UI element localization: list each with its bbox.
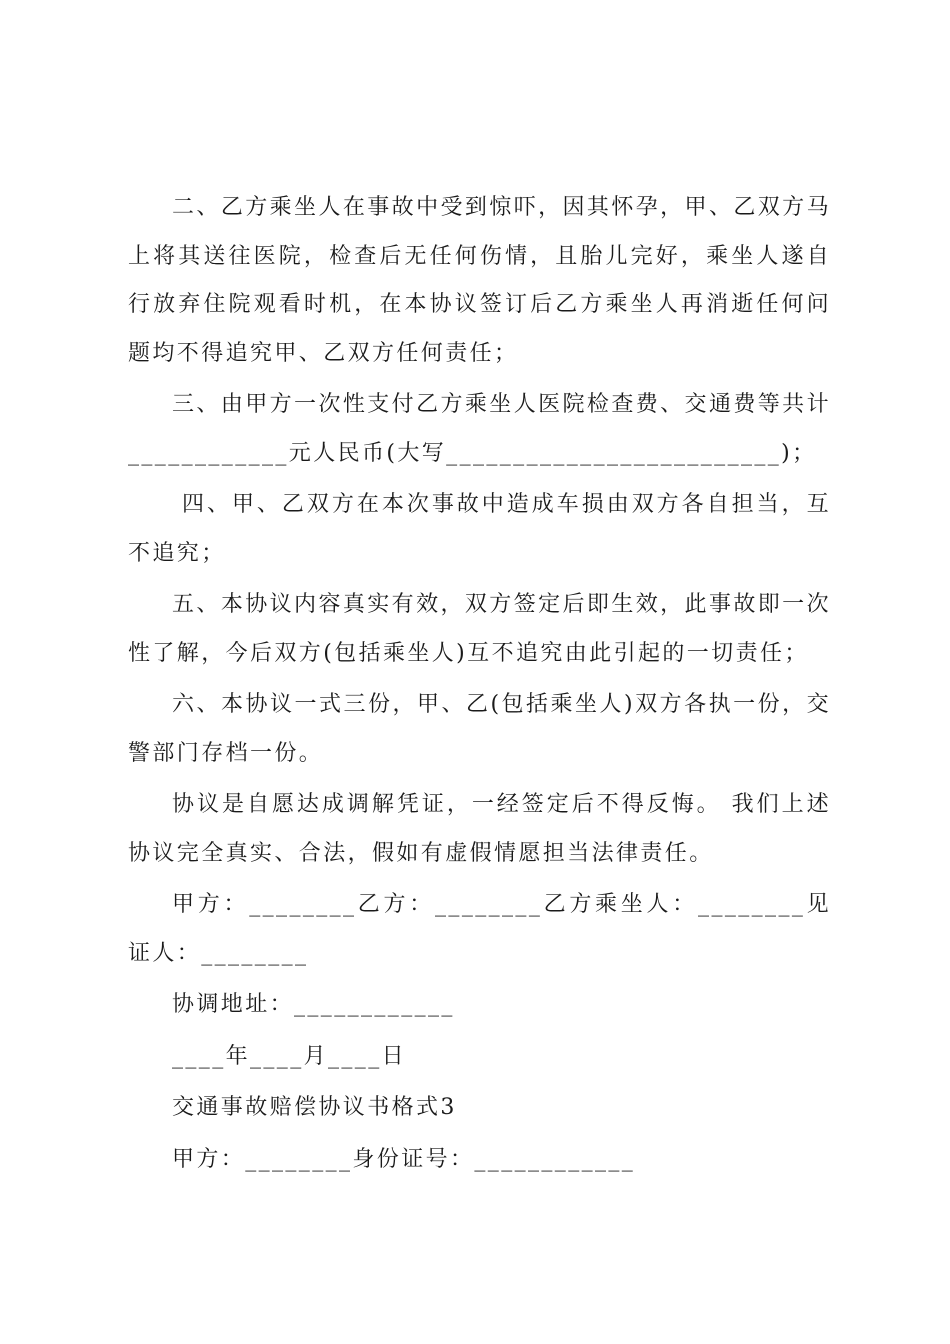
document-page [128, 184, 831, 1187]
voluntary-statement: 协议是自愿达成调解凭证，一经签定后不得反悔。 我们上述协议完全真实、合法，假如有虚假情愿担当法律责任。 [128, 792, 831, 866]
signature-line: 甲方：________乙方：________乙方乘坐人：________见证人：________ [128, 892, 831, 966]
clause-4: 四、甲、乙双方在本次事故中造成车损由双方各自担当，互不追究； [128, 492, 831, 566]
party-a-id-line: 甲方：________身份证号：____________ [172, 1146, 636, 1172]
section-heading: 交通事故赔偿协议书格式3 [172, 1095, 457, 1120]
date-line: ____年____月____日 [172, 1043, 407, 1069]
clause-2: 二、乙方乘坐人在事故中受到惊吓，因其怀孕，甲、乙双方马上将其送往医院，检查后无任何伤情，且胎儿完好，乘坐人遂自行放弃住院观看时机，在本协议签订后乙方乘坐人再消逝任何问题均不得追究甲、乙双方任何责任； [128, 195, 831, 366]
address-line: 协调地址：____________ [172, 992, 455, 1017]
clause-3: 三、由甲方一次性支付乙方乘坐人医院检查费、交通费等共计____________元人民币(大写_________________________)； [128, 392, 831, 466]
clause-6: 六、本协议一式三份，甲、乙(包括乘坐人)双方各执一份，交警部门存档一份。 [128, 692, 831, 766]
clause-5: 五、本协议内容真实有效，双方签定后即生效，此事故即一次性了解，今后双方(包括乘坐人)互不追究由此引起的一切责任； [128, 592, 831, 666]
